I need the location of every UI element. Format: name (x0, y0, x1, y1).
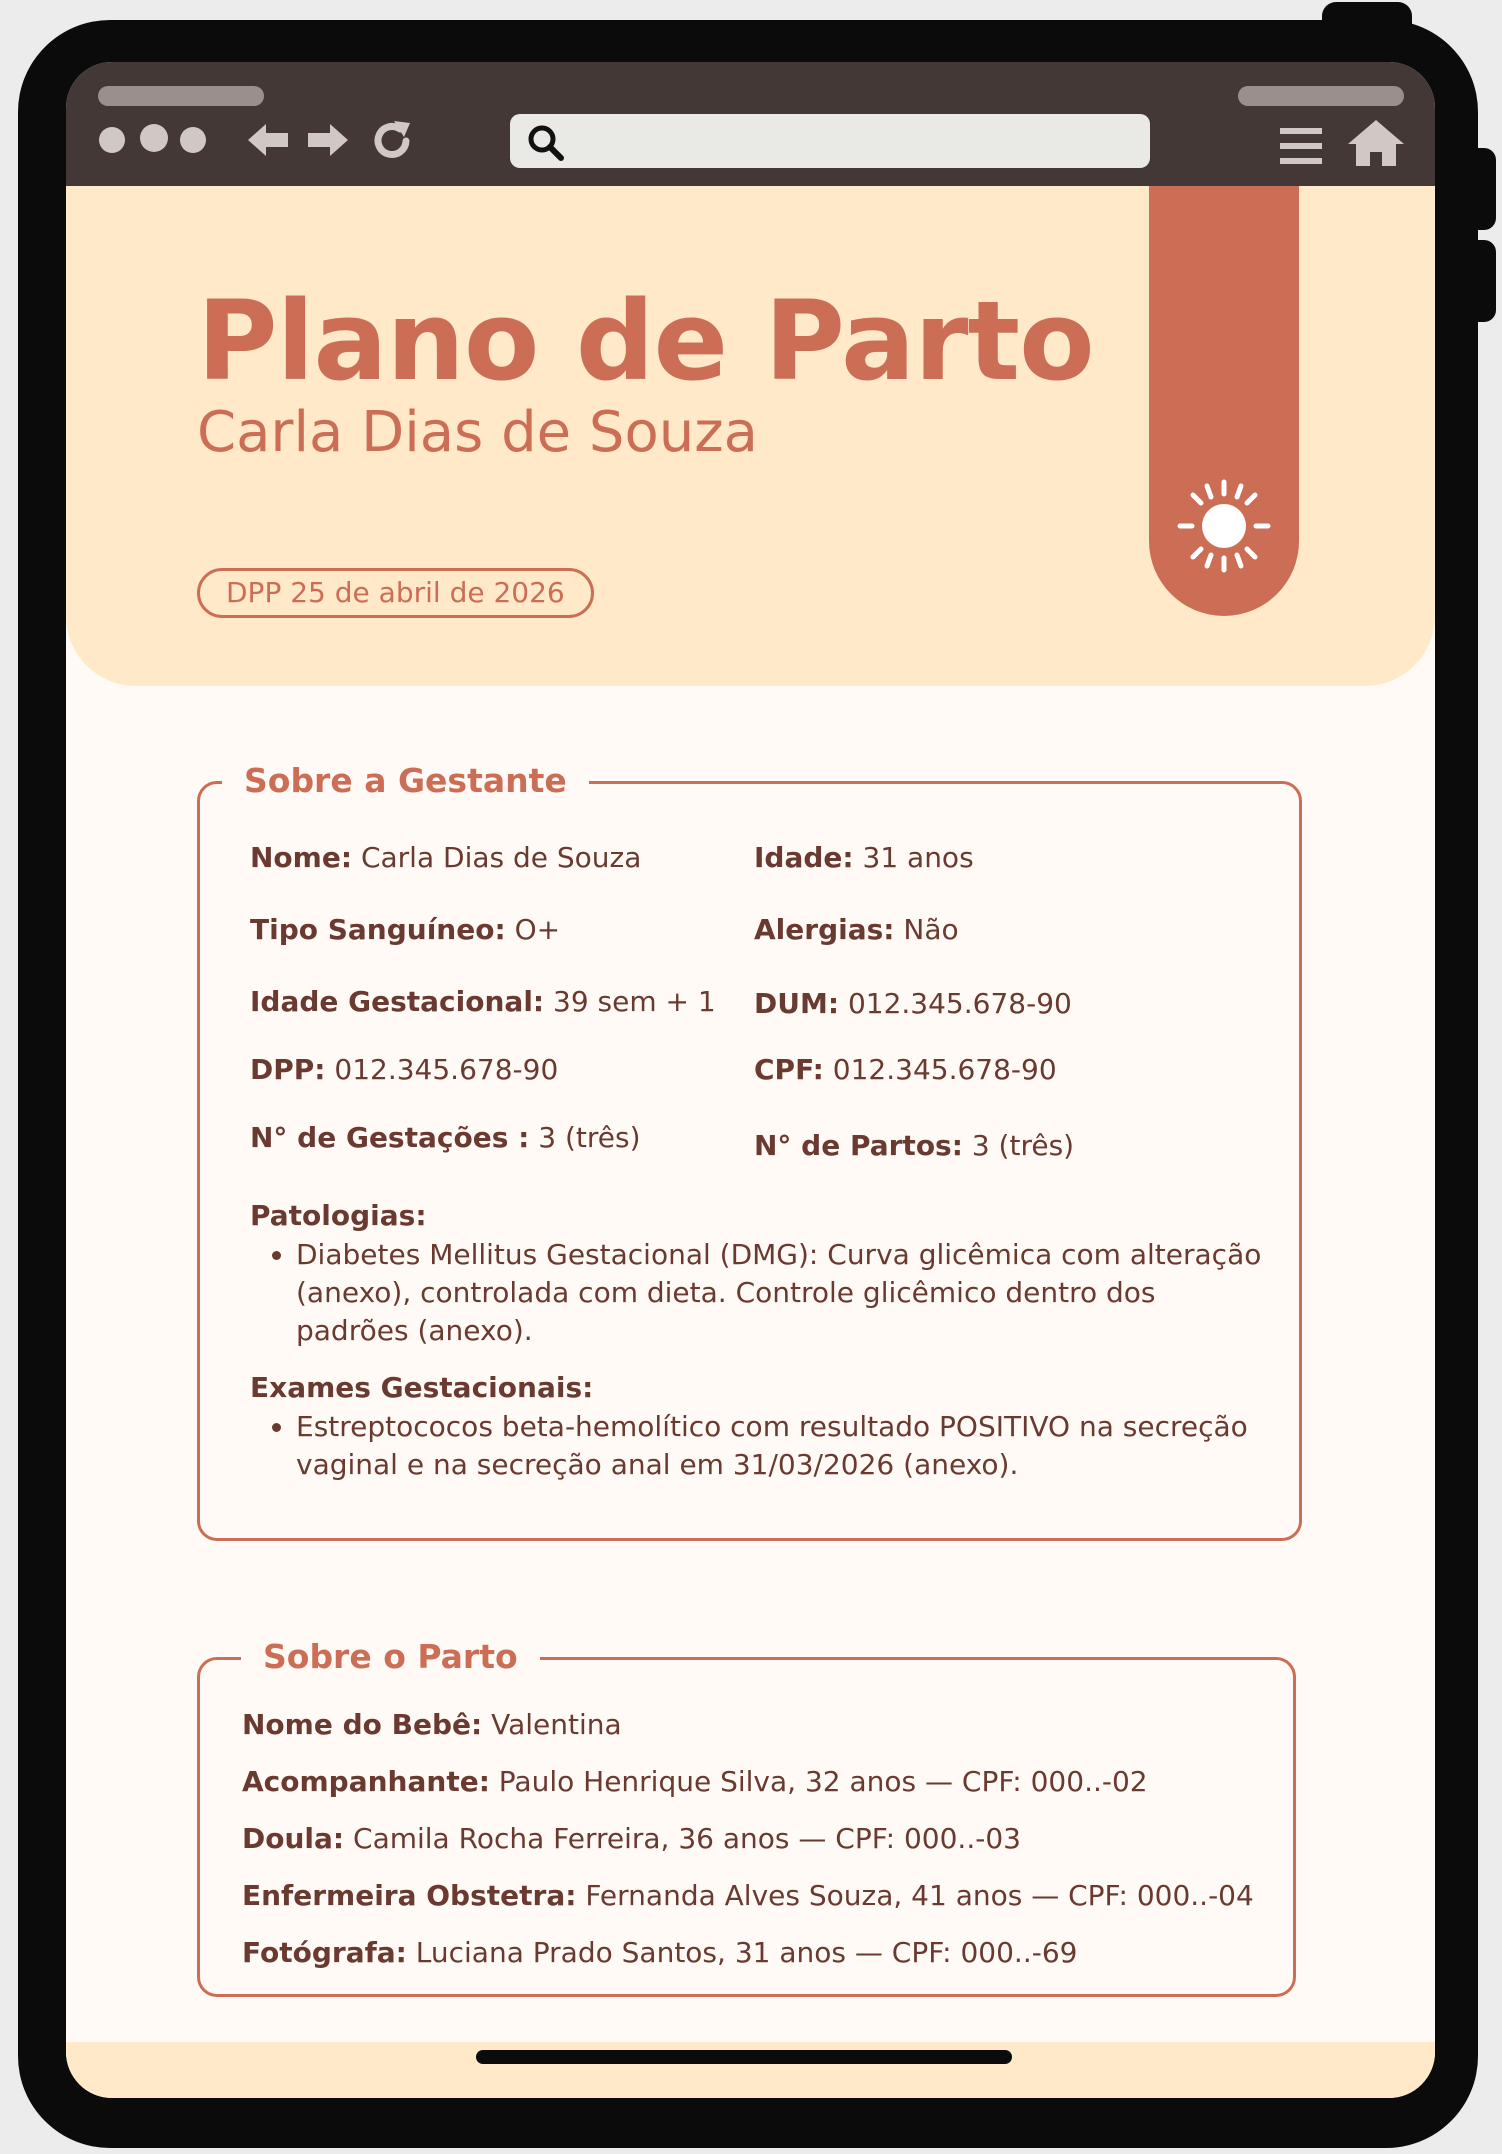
field-value: 31 anos (862, 841, 974, 874)
field-label: CPF: (754, 1053, 824, 1086)
field-value: 012.345.678-90 (832, 1053, 1057, 1086)
field-value: 39 sem + 1 (553, 985, 716, 1018)
patologias-list (250, 1236, 1276, 1350)
field-value: Luciana Prado Santos, 31 anos — CPF: 000..-69 (415, 1936, 1078, 1969)
ribbon-bookmark (1149, 186, 1299, 616)
field-label: DUM: (754, 987, 840, 1020)
tablet-frame (18, 20, 1478, 2148)
arrow-left-icon[interactable] (246, 120, 290, 160)
search-icon[interactable] (526, 123, 566, 163)
parto-section-title: Sobre o Parto (241, 1627, 540, 1687)
gestante-section-title: Sobre a Gestante (222, 751, 589, 811)
list-item: • Estreptococos beta-hemolítico com resultado POSITIVO na secreção vaginal e na secreção anal em 31/03/2026 (anexo). (296, 1408, 1286, 1484)
exames-title: Exames Gestacionais: (250, 1371, 594, 1404)
field-doula (242, 1821, 1021, 1857)
field-acompanhante (242, 1764, 1148, 1800)
field-alergias (754, 912, 959, 948)
field-label: Doula: (242, 1822, 345, 1855)
hamburger-menu-icon[interactable] (1280, 126, 1322, 166)
dpp-badge: DPP 25 de abril de 2026 (197, 568, 594, 618)
field-value: Não (903, 913, 959, 946)
page-header (66, 186, 1435, 686)
field-idade-gestacional (250, 984, 716, 1020)
list-item: • Diabetes Mellitus Gestacional (DMG): Curva glicêmica com alteração (anexo), controlada com dieta. Controle glicêmico dentro dos padrões (anexo). (296, 1236, 1276, 1350)
field-label: Idade: (754, 841, 854, 874)
field-label: Nome do Bebê: (242, 1708, 483, 1741)
field-value: Valentina (491, 1708, 622, 1741)
field-label: Idade Gestacional: (250, 985, 545, 1018)
patologias-title: Patologias: (250, 1199, 427, 1232)
field-value: Camila Rocha Ferreira, 36 anos — CPF: 000..-03 (353, 1822, 1021, 1855)
field-value: Fernanda Alves Souza, 41 anos — CPF: 000..-04 (585, 1879, 1254, 1912)
tab-pill-right[interactable] (1238, 86, 1404, 106)
field-label: Nome: (250, 841, 353, 874)
field-label: Fotógrafa: (242, 1936, 407, 1969)
window-dot-1[interactable] (99, 127, 125, 153)
window-dot-3[interactable] (180, 127, 206, 153)
field-dpp (250, 1052, 558, 1088)
sun-icon (1176, 478, 1272, 574)
reload-icon[interactable] (368, 117, 416, 165)
home-icon[interactable] (1346, 118, 1406, 168)
field-idade (754, 840, 974, 876)
home-indicator-bar[interactable] (476, 2050, 1012, 2064)
window-dot-2[interactable] (140, 124, 168, 152)
field-label: Enfermeira Obstetra: (242, 1879, 577, 1912)
tab-pill-left[interactable] (98, 86, 264, 106)
arrow-right-icon[interactable] (306, 120, 350, 160)
field-partos (754, 1128, 1074, 1164)
field-cpf (754, 1052, 1057, 1088)
search-bar[interactable] (510, 114, 1150, 168)
page-title: Plano de Parto (197, 277, 1094, 405)
field-label: DPP: (250, 1053, 326, 1086)
field-value: 3 (três) (538, 1121, 641, 1154)
field-label: Tipo Sanguíneo: (250, 913, 506, 946)
field-enfermeira-obstetra (242, 1878, 1254, 1914)
field-label: Acompanhante: (242, 1765, 490, 1798)
field-label: N° de Partos: (754, 1129, 963, 1162)
field-fotografa (242, 1935, 1077, 1971)
tablet-screen (66, 62, 1435, 2098)
field-value: O+ (514, 913, 561, 946)
field-value: 012.345.678-90 (334, 1053, 559, 1086)
field-label: Alergias: (754, 913, 895, 946)
field-value: Paulo Henrique Silva, 32 anos — CPF: 000..-02 (498, 1765, 1148, 1798)
field-value: 3 (três) (971, 1129, 1075, 1162)
browser-toolbar (66, 62, 1435, 186)
patient-name-subtitle: Carla Dias de Souza (197, 400, 758, 465)
field-nome-bebe (242, 1707, 622, 1743)
field-nome (250, 840, 641, 876)
field-dum (754, 986, 1072, 1022)
exames-list (250, 1408, 1286, 1484)
field-tipo-sanguineo (250, 912, 560, 948)
field-value: Carla Dias de Souza (360, 841, 642, 874)
field-gestacoes (250, 1120, 641, 1156)
field-value: 012.345.678-90 (847, 987, 1072, 1020)
field-label: N° de Gestações : (250, 1121, 530, 1154)
